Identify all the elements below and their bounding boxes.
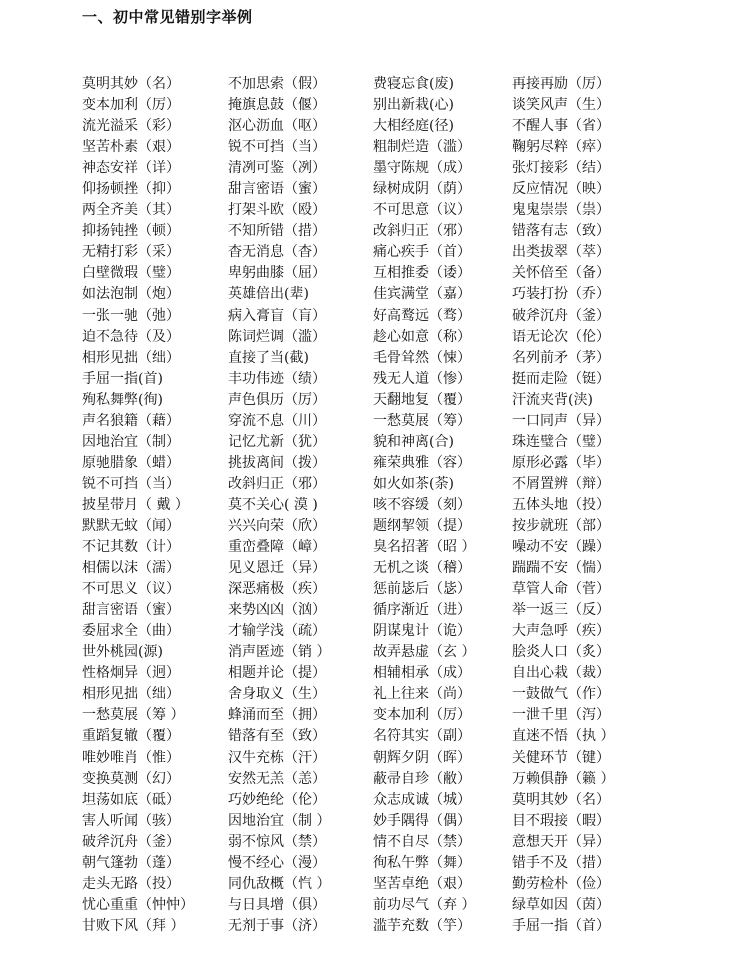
typo-entry: 五体头地（投） (512, 496, 610, 513)
typo-entry: 万赖俱静（籁 ） (512, 770, 615, 787)
typo-entry: 无精打彩（采） (82, 244, 180, 261)
typo-entry: 安然无羔（恙） (228, 770, 326, 787)
typo-entry: 张灯接彩（结） (512, 160, 610, 177)
typo-entry: 举一返三（反） (512, 602, 610, 619)
typo-entry: 妙手隅得（偶） (373, 812, 471, 829)
typo-entry: 一张一驰（弛） (82, 307, 180, 324)
typo-entry: 甜言密语（蜜） (82, 602, 180, 619)
typo-entry: 才输学浅（疏） (228, 623, 326, 640)
typo-entry: 舍身取义（生） (228, 686, 326, 703)
typo-entry: 徇私午弊（舞） (373, 854, 471, 871)
typo-entry: 貌和神离(合) (373, 433, 454, 450)
typo-entry: 按步就班（部） (512, 517, 610, 534)
typo-entry: 英雄倍出(辈) (228, 286, 309, 303)
typo-entry: 毛骨耸然（悚） (373, 349, 471, 366)
typo-entry: 滥芋充数（竽） (373, 917, 471, 934)
typo-entry: 蜂涌而至（拥） (228, 707, 326, 724)
typo-entry: 再接再励（厉） (512, 76, 610, 92)
typo-entry: 坦荡如底（砥） (82, 791, 180, 808)
typo-entry: 不知所错（措） (228, 223, 326, 240)
typo-entry: 雍荣典雅（容） (373, 454, 471, 471)
typo-entry: 不加思索（假） (228, 76, 326, 92)
typo-entry: 意想天开（异） (512, 833, 610, 850)
typo-entry: 锐不可挡（当） (82, 475, 180, 492)
typo-entry: 披星带月（ 戴 ） (82, 496, 189, 513)
typo-entry: 一愁莫展（筹） (373, 412, 471, 429)
typo-entry: 与日具增（俱） (228, 896, 326, 913)
typo-entry: 臭名招著（昭 ） (373, 539, 476, 556)
typo-entry: 神态安祥（详） (82, 160, 180, 177)
typo-entry: 鬼鬼崇崇（祟） (512, 202, 610, 219)
typo-entry: 互相推委（诿） (373, 265, 471, 282)
typo-entry: 挺而走险（铤） (512, 370, 610, 387)
typo-entry: 迫不急待（及） (82, 328, 180, 345)
typo-entry: 一口同声（异） (512, 412, 610, 429)
typo-entry: 出类拔翠（萃） (512, 244, 610, 261)
typo-entry: 好高鹜远（骛） (373, 307, 471, 324)
typo-entry: 不醒人事（省） (512, 118, 610, 135)
typo-entry: 关怀倍至（备） (512, 265, 610, 282)
typo-entry: 循序渐近（进） (373, 602, 471, 619)
typo-entry: 甘败下风（拜 ） (82, 917, 185, 934)
typo-entry: 兴兴向荣（欣） (228, 517, 326, 534)
typo-entry: 趁心如意（称） (373, 328, 471, 345)
typo-entry: 踹踹不安（惴） (512, 560, 610, 577)
typo-entry: 无剂于事（济） (228, 917, 326, 934)
typo-entry: 走头无路（投） (82, 875, 180, 892)
typo-entry: 沤心沥血（呕） (228, 118, 326, 135)
typo-entry: 杳无消息（杳） (228, 244, 326, 261)
typo-entry: 卑躬曲膝（屈） (228, 265, 326, 282)
typo-entry: 莫明其妙（名） (512, 791, 610, 808)
typo-entry: 天翻地复（覆） (373, 391, 471, 408)
typo-entry: 名符其实（副） (373, 728, 471, 745)
typo-entry: 原驰腊象（蜡） (82, 454, 180, 471)
typo-entry: 痛心疾手（首） (373, 244, 471, 261)
typo-entry: 直迷不悟（执 ） (512, 728, 615, 745)
typo-entry: 莫明其妙（名） (82, 76, 180, 92)
typo-entry: 挑拔离间（拨） (228, 454, 326, 471)
typo-entry: 性格炯异（迥） (82, 665, 180, 682)
typo-entry: 流光溢采（彩） (82, 118, 180, 135)
typo-entry: 重蹈复辙（覆） (82, 728, 180, 745)
typo-entry: 勤劳检朴（俭） (512, 875, 610, 892)
typo-entry: 佳宾满堂（嘉） (373, 286, 471, 303)
typo-entry: 汉牛充栋（汗） (228, 749, 326, 766)
typo-entry: 一泄千里（泻） (512, 707, 610, 724)
typo-entry: 一鼓做气（作） (512, 686, 610, 703)
typo-entry: 谈笑风声（生） (512, 97, 610, 114)
typo-entry: 忧心重重（忡忡） (82, 896, 194, 913)
typo-entry: 同仇敌概（忾 ） (228, 875, 331, 892)
typo-entry: 相形见拙（绌） (82, 349, 180, 366)
typo-entry: 如法泡制（炮） (82, 286, 180, 303)
typo-entry: 无机之谈（稽） (373, 560, 471, 577)
typo-entry: 阴谋鬼计（诡） (373, 623, 471, 640)
typo-entry: 题纲挈领（提） (373, 517, 471, 534)
typo-entry: 锐不可挡（当） (228, 139, 326, 156)
typo-entry: 变本加利（厉） (373, 707, 471, 724)
typo-entry: 礼上往来（尚） (373, 686, 471, 703)
typo-entry: 消声匿迹（销 ） (228, 644, 331, 661)
typo-entry: 白壁微瑕（璧） (82, 265, 180, 282)
typo-entry: 巧妙绝纶（伦） (228, 791, 326, 808)
typo-entry: 清冽可鉴（冽） (228, 160, 326, 177)
typo-entry: 世外桃园(源) (82, 644, 163, 661)
typo-entry: 坚苦朴素（艰） (82, 139, 180, 156)
typo-entry: 鞠躬尽粹（瘁） (512, 139, 610, 156)
typo-entry: 唯妙唯肖（惟） (82, 749, 180, 766)
typo-entry: 相辅相承（成） (373, 665, 471, 682)
typo-entry: 错落有志（致） (512, 223, 610, 240)
typo-entry: 不可思义（议） (82, 581, 180, 598)
typo-entry: 弱不惊风（禁） (228, 833, 326, 850)
typo-entry: 改斜归正（邪） (373, 223, 471, 240)
typo-entry: 残无人道（惨） (373, 370, 471, 387)
typo-entry: 大相经庭(径) (373, 118, 454, 135)
typo-entry: 一愁莫展（筹 ） (82, 707, 185, 724)
typo-entry: 自出心栽（裁） (512, 665, 610, 682)
typo-entry: 粗制烂造（滥） (373, 139, 471, 156)
typo-entry: 莫不关心( 漠 ) (228, 496, 318, 513)
typo-entry: 绿草如因（茵） (512, 896, 610, 913)
typo-entry: 坚苦卓绝（艰） (373, 875, 471, 892)
typo-entry: 殉私舞弊(徇) (82, 391, 163, 408)
typo-entry: 不记其数（计） (82, 539, 180, 556)
typo-entry: 重峦叠障（嶂） (228, 539, 326, 556)
typo-entry: 抑扬钝挫（顿） (82, 223, 180, 240)
typo-entry: 陈词烂调（滥） (228, 328, 326, 345)
typo-entry: 记忆尤新（犹） (228, 433, 326, 450)
typo-entry: 巧装打扮（乔） (512, 286, 610, 303)
typo-entry: 咳不容缓（刻） (373, 496, 471, 513)
typo-entry: 慢不经心（漫） (228, 854, 326, 871)
typo-entry: 两全齐美（其） (82, 202, 180, 219)
typo-entry: 众志成诚（城） (373, 791, 471, 808)
typo-entry: 朝辉夕阴（晖） (373, 749, 471, 766)
typo-table (82, 74, 722, 937)
typo-entry: 手屈一指（首） (512, 917, 610, 934)
typo-entry: 甜言密语（蜜） (228, 181, 326, 198)
typo-entry: 噪动不安（躁） (512, 539, 610, 556)
typo-entry: 变换莫测（幻） (82, 770, 180, 787)
typo-entry: 相题并论（提） (228, 665, 326, 682)
typo-entry: 名列前矛（茅） (512, 349, 610, 366)
typo-entry: 汗流夹背(浃) (512, 391, 593, 408)
typo-entry: 蔽帚自珍（敝） (373, 770, 471, 787)
typo-entry: 脍炎人口（炙） (512, 644, 610, 661)
typo-entry: 深恶痛极（疾） (228, 581, 326, 598)
typo-entry: 声名狼籍（藉） (82, 412, 180, 429)
typo-entry: 声色俱历（厉） (228, 391, 326, 408)
typo-entry: 破斧沉舟（釜） (512, 307, 610, 324)
typo-entry: 语无论次（伦） (512, 328, 610, 345)
typo-entry: 大声急呼（疾） (512, 623, 610, 640)
typo-entry: 不可思意（议） (373, 202, 471, 219)
typo-entry: 委屈求全（曲） (82, 623, 180, 640)
typo-entry: 关健环节（键） (512, 749, 610, 766)
typo-entry: 前功尽气（弃 ） (373, 896, 476, 913)
typo-entry: 故弄悬虚（玄 ） (373, 644, 476, 661)
typo-entry: 手屈一指(首) (82, 370, 163, 387)
typo-entry: 掩旗息鼓（偃） (228, 97, 326, 114)
typo-entry: 改斜归正（邪） (228, 475, 326, 492)
typo-entry: 错落有至（致） (228, 728, 326, 745)
typo-entry: 相儒以沫（濡） (82, 560, 180, 577)
typo-entry: 绿树成阴（荫） (373, 181, 471, 198)
typo-entry: 穿流不息（川） (228, 412, 326, 429)
typo-entry: 朝气篷勃（蓬） (82, 854, 180, 871)
typo-entry: 病入膏盲（肓） (228, 307, 326, 324)
typo-entry: 目不瑕接（暇） (512, 812, 610, 829)
typo-entry: 丰功伟迹（绩） (228, 370, 326, 387)
typo-entry: 见义恩迁（异） (228, 560, 326, 577)
typo-entry: 仰扬顿挫（抑） (82, 181, 180, 198)
typo-entry: 墨守陈规（成） (373, 160, 471, 177)
typo-entry: 惩前毖后（毖） (373, 581, 471, 598)
typo-entry: 因地治宜（制） (82, 433, 180, 450)
typo-entry: 来势凶凶（汹） (228, 602, 326, 619)
page-title: 一、初中常见错别字举例 (82, 8, 253, 26)
typo-entry: 珠连璧合（璧） (512, 433, 610, 450)
typo-entry: 草管人命（菅） (512, 581, 610, 598)
typo-entry: 直接了当(截) (228, 349, 309, 366)
typo-entry: 相形见拙（绌） (82, 686, 180, 703)
typo-entry: 因地治宜（制 ） (228, 812, 331, 829)
typo-entry: 情不自尽（禁） (373, 833, 471, 850)
typo-entry: 别出新栽(心) (373, 97, 454, 114)
typo-entry: 默默无蚊（闻） (82, 517, 180, 534)
typo-entry: 费寝忘食(废) (373, 76, 454, 92)
typo-entry: 如火如茶(荼) (373, 475, 454, 492)
typo-entry: 不屑置辨（辩） (512, 475, 610, 492)
typo-entry: 原形必露（毕） (512, 454, 610, 471)
typo-entry: 反应情况（映） (512, 181, 610, 198)
typo-entry: 打架斗欧（殴） (228, 202, 326, 219)
typo-entry: 破斧沉舟（釜） (82, 833, 180, 850)
typo-entry: 变本加利（厉） (82, 97, 180, 114)
typo-entry: 害人听闻（骇） (82, 812, 180, 829)
typo-entry: 错手不及（措） (512, 854, 610, 871)
